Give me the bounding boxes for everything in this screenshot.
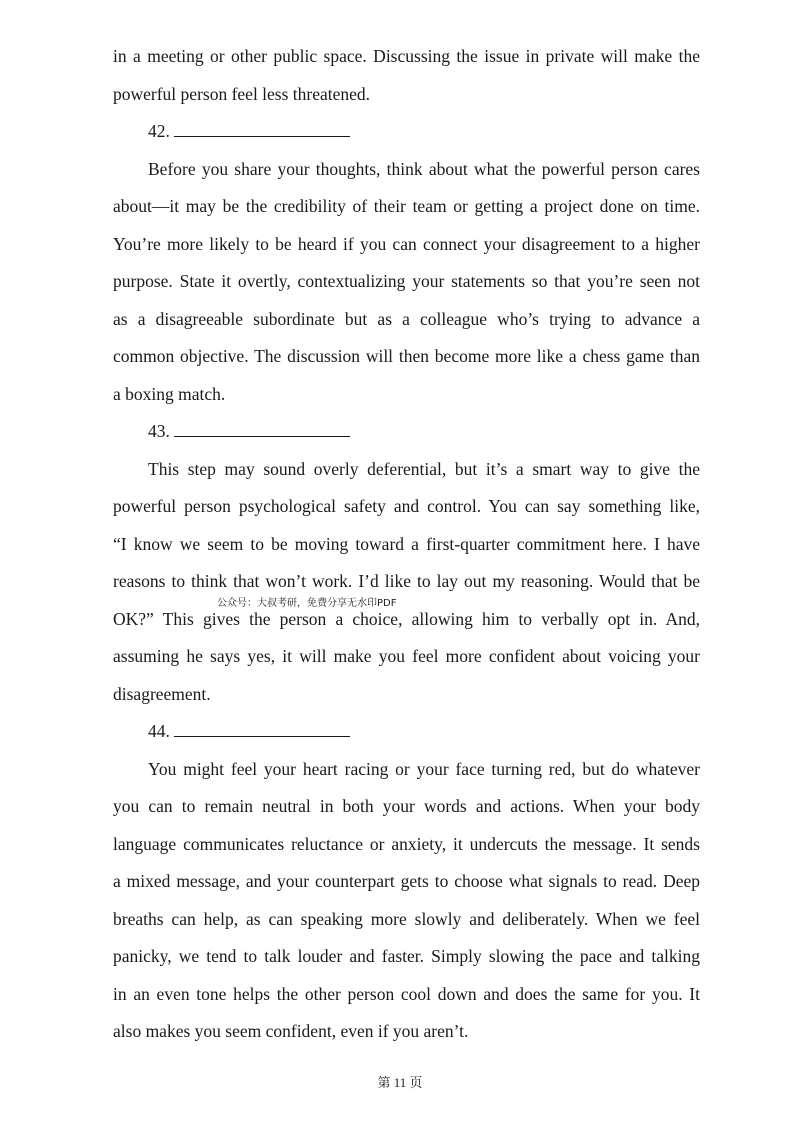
text-line: This step may sound overly deferential, but it’s a smart way to give the: [148, 458, 700, 479]
answer-blank[interactable]: [174, 720, 350, 737]
text-line: reasons to think that won’t work. I’d like to lay out my reasoning. Would that be: [113, 571, 700, 591]
document-body: [113, 38, 700, 1051]
text-line: a boxing match.: [113, 383, 226, 404]
question-42: [113, 113, 700, 151]
answer-blank[interactable]: [174, 420, 350, 437]
text-line: purpose. State it overtly, contextualizing your statements so that you’re seen not: [113, 271, 700, 291]
text-line: common objective. The discussion will then become more like a chess game than: [113, 346, 700, 366]
text-line: in a meeting or other public space. Discussing the issue in private will make the: [113, 46, 700, 66]
question-number: 43.: [148, 421, 170, 441]
text-line: panicky, we tend to talk louder and faster. Simply slowing the pace and talking: [113, 946, 700, 966]
text-line: Before you share your thoughts, think about what the powerful person cares: [148, 158, 700, 179]
text-line: powerful person psychological safety and control. You can say something like,: [113, 496, 700, 516]
text-line: language communicates reluctance or anxiety, it undercuts the message. It sends: [113, 833, 700, 854]
question-43: [113, 413, 700, 451]
text-line: powerful person feel less threatened.: [113, 83, 371, 104]
watermark-text: 公众号：大叔考研，免费分享无水印PDF: [217, 598, 397, 609]
text-line: about—it may be the credibility of their team or getting a project done on time.: [113, 196, 700, 216]
text-line: you can to remain neutral in both your words and actions. When your body: [113, 796, 700, 816]
paragraph-continued: [113, 38, 700, 113]
text-line: breaths can help, as can speaking more slowly and deliberately. When we feel: [113, 908, 700, 929]
text-line: also makes you seem confident, even if you aren’t.: [113, 1021, 469, 1041]
text-line: “I know we seem to be moving toward a first-quarter commitment here. I have: [113, 533, 700, 554]
text-line: assuming he says yes, it will make you feel more confident about voicing your: [113, 646, 700, 666]
paragraph-3: [113, 751, 700, 1051]
paragraph-2: [113, 451, 700, 714]
text-line: OK?” This gives the person a choice, allowing him to verbally opt in. And,: [113, 608, 700, 629]
question-number: 44.: [148, 721, 170, 741]
text-line: in an even tone helps the other person cool down and does the same for you. It: [113, 983, 700, 1004]
text-line: You’re more likely to be heard if you can connect your disagreement to a higher: [113, 233, 700, 254]
text-line: You might feel your heart racing or your face turning red, but do whatever: [148, 758, 700, 779]
text-line: disagreement.: [113, 683, 211, 704]
question-44: [113, 713, 700, 751]
text-line: a mixed message, and your counterpart gets to choose what signals to read. Deep: [113, 871, 700, 891]
answer-blank[interactable]: [174, 120, 350, 137]
question-number: 42.: [148, 121, 170, 141]
paragraph-1: [113, 151, 700, 414]
text-line: as a disagreeable subordinate but as a colleague who’s trying to advance a: [113, 308, 700, 329]
page-number: 第 11 页: [377, 1075, 423, 1090]
